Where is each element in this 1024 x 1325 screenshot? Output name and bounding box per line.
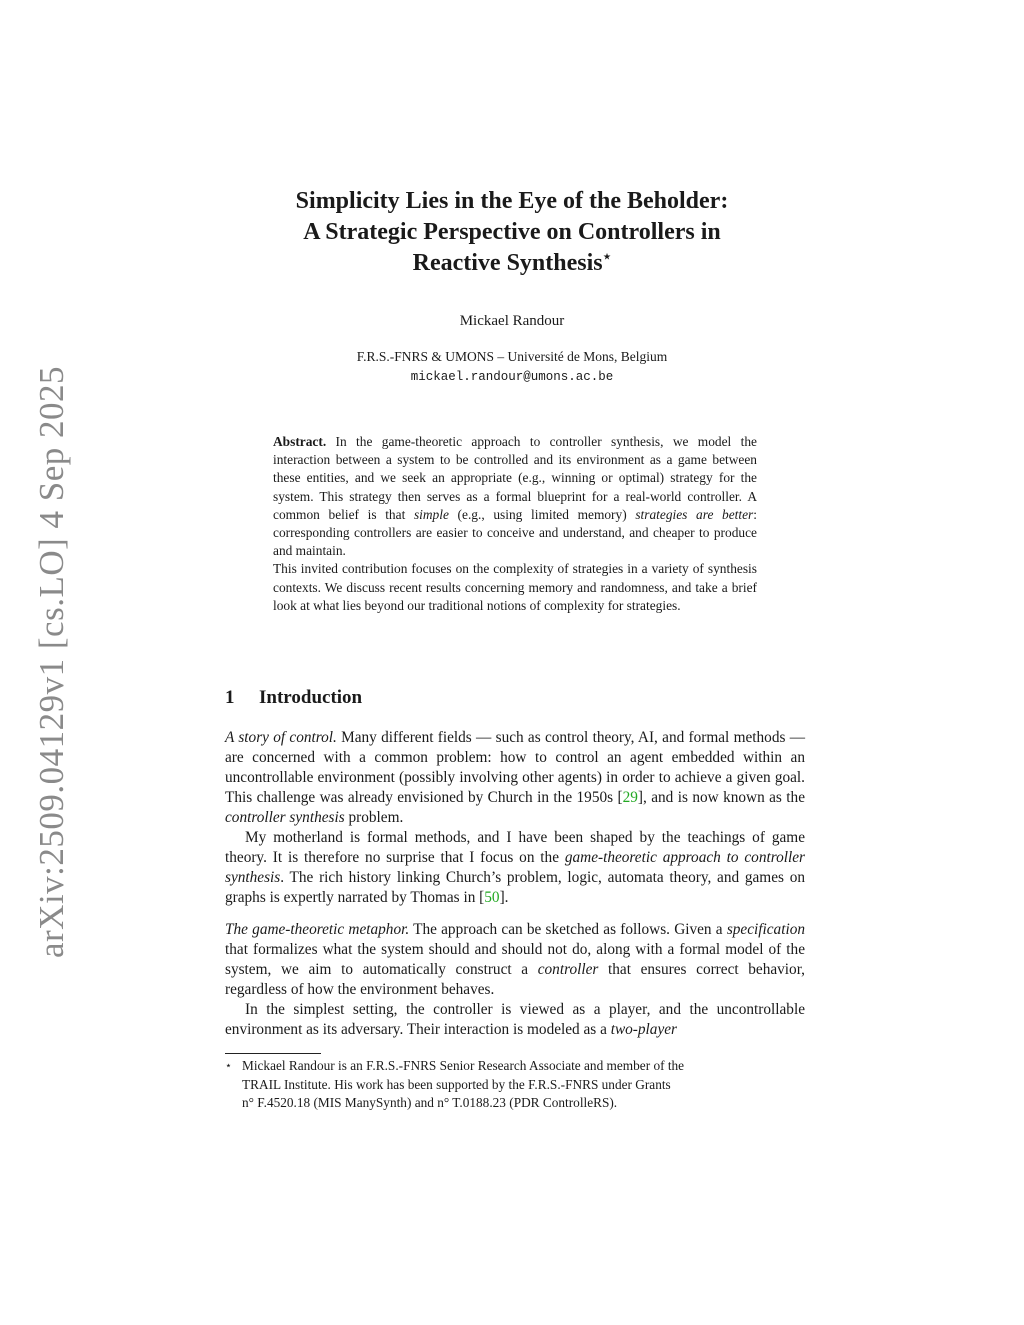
paragraph-text: problem. bbox=[344, 809, 404, 826]
paragraph-emphasis: controller bbox=[537, 961, 599, 978]
abstract-text: : corresponding controllers are easier to conceive and understand, and cheaper to produce and maintain. bbox=[273, 506, 757, 559]
abstract bbox=[273, 433, 757, 615]
footnote-line-3: n° F.4520.18 (MIS ManySynth) and n° T.0188.23 (PDR ControlleRS). bbox=[242, 1095, 618, 1110]
abstract-text: (e.g., using limited memory) bbox=[448, 506, 636, 522]
abstract-label: Abstract. bbox=[273, 434, 327, 449]
paragraph-text: The approach can be sketched as follows. Given a bbox=[409, 921, 727, 938]
paper-title bbox=[0, 186, 1024, 279]
footnote-line-1 bbox=[225, 1057, 805, 1076]
paragraph bbox=[225, 1000, 805, 1040]
paragraph-emphasis: two-player bbox=[610, 1021, 677, 1038]
section-number: 1 bbox=[225, 687, 235, 708]
title-line-1: Simplicity Lies in the Eye of the Beholder: bbox=[295, 188, 729, 214]
paragraph-text: ]. bbox=[499, 889, 509, 906]
footnote-divider bbox=[225, 1053, 321, 1054]
paragraph-text: My motherland is formal methods, and I have been shaped by the teachings of game theory. It is therefore no surprise that I focus on the bbox=[225, 829, 805, 866]
footnote bbox=[225, 1057, 805, 1113]
paragraph bbox=[225, 728, 805, 828]
paragraph-lead: The game-theoretic metaphor. bbox=[225, 921, 410, 938]
paragraph-text: In the simplest setting, the controller is viewed as a player, and the uncontrollable environment as its adversary. Their interaction is modeled as a bbox=[225, 1001, 805, 1038]
paragraph-emphasis: controller synthesis bbox=[225, 809, 345, 826]
section-heading bbox=[225, 687, 362, 709]
citation-link[interactable]: 29 bbox=[622, 789, 638, 806]
paragraph-text: Many different fields — such as control theory, AI, and formal methods — are concerned with a common problem: how to control an agent embedded within an uncontrollable environment (possibly involving other agents) in order to achieve a given goal. This challenge was already envisioned by Church in the 1950s [ bbox=[225, 729, 806, 806]
paragraph-emphasis: game-theoretic approach to controller synthesis bbox=[225, 849, 805, 886]
author-email[interactable]: mickael.randour@umons.ac.be bbox=[410, 370, 614, 384]
paragraph-text: that formalizes what the system should and should not do, along with a formal model of the system, we aim to automatically construct a bbox=[225, 941, 805, 978]
paragraph bbox=[225, 828, 805, 908]
abstract-text: In the game-theoretic approach to controller synthesis, we model the interaction between a system to be controlled and its environment as a game between these entities, and we seek an appropriate (e.g., winning or optimal) strategy for the system. This strategy then serves as a formal blueprint for a real-world controller. A common belief is that bbox=[273, 434, 757, 522]
section-title: Introduction bbox=[259, 687, 363, 708]
body-text bbox=[225, 728, 805, 1040]
author-affiliation: F.R.S.-FNRS & UMONS – Université de Mons, Belgium bbox=[356, 349, 668, 364]
paragraph bbox=[225, 920, 805, 1000]
paragraph-text: ], and is now known as the bbox=[637, 789, 805, 806]
title-line-2: A Strategic Perspective on Controllers in bbox=[303, 219, 721, 245]
arxiv-identifier: arXiv:2509.04129v1 [cs.LO] 4 Sep 2025 bbox=[32, 365, 71, 959]
paragraph-text: that ensures correct behavior, regardless of how the environment behaves. bbox=[225, 961, 805, 998]
title-line-3-text: Reactive Synthesis bbox=[412, 250, 603, 276]
abstract-paragraph-1 bbox=[273, 433, 757, 560]
citation-link[interactable]: 50 bbox=[484, 889, 500, 906]
title-footnote-mark: ⋆ bbox=[602, 250, 612, 265]
title-line-3 bbox=[0, 248, 1024, 279]
footnote-mark: ⋆ bbox=[225, 1060, 232, 1072]
paragraph-lead: A story of control. bbox=[225, 729, 337, 746]
footnote-text: Mickael Randour is an F.R.S.-FNRS Senior Research Associate and member of the bbox=[242, 1058, 685, 1073]
paragraph-text: . The rich history linking Church’s problem, logic, automata theory, and games on graphs is expertly narrated by Thomas in [ bbox=[225, 869, 805, 906]
footnote-line-2: TRAIL Institute. His work has been supported by the F.R.S.-FNRS under Grants bbox=[242, 1076, 671, 1092]
paragraph-emphasis: specification bbox=[726, 921, 805, 938]
abstract-emphasis: simple bbox=[413, 506, 449, 522]
author-name: Mickael Randour bbox=[459, 313, 565, 329]
abstract-emphasis: strategies are better bbox=[635, 506, 754, 522]
abstract-paragraph-2: This invited contribution focuses on the complexity of strategies in a variety of synthesis contexts. We discuss recent results concerning memory and randomness, and take a brief look at what lies beyond our traditional notions of complexity for strategies. bbox=[273, 561, 757, 613]
